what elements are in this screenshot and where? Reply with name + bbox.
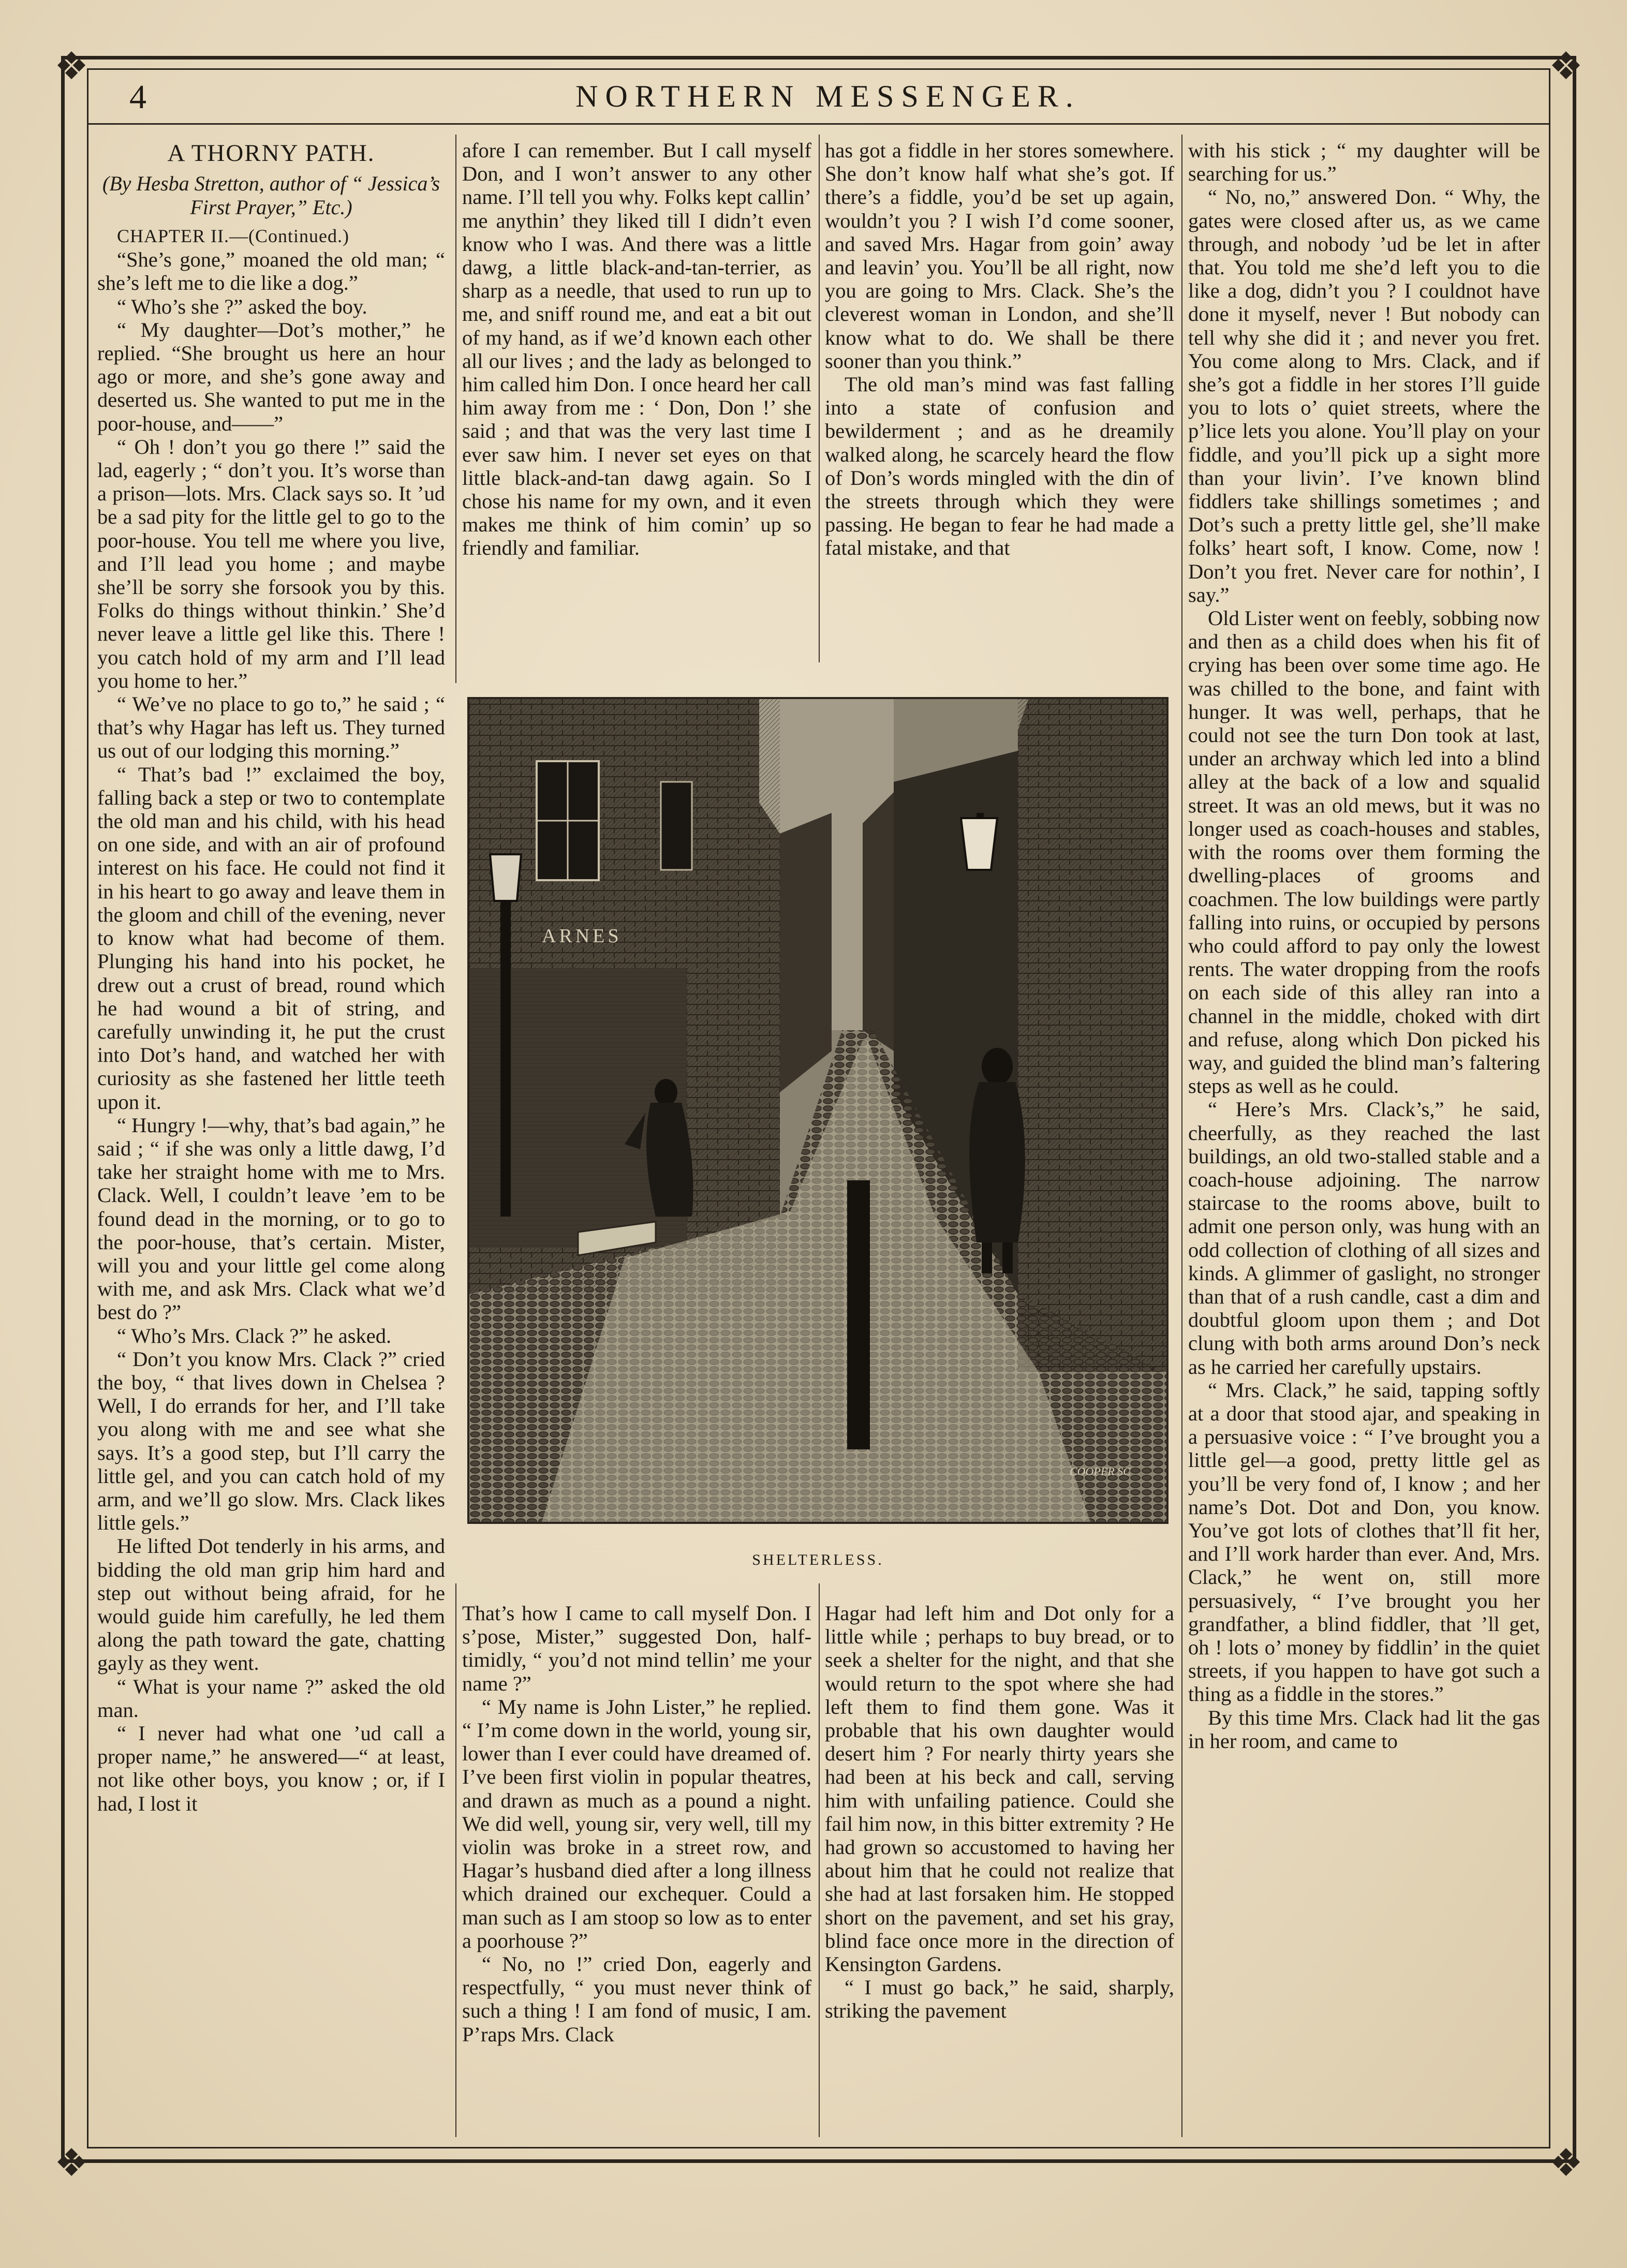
corner-ornament-bottom-left: ❖ <box>54 2141 89 2185</box>
paragraph: That’s how I came to call myself Don. I s’pose, Mister,” suggested Don, half-timidly, “ you’d not mind tellin’ me your name ?” <box>462 1602 811 1695</box>
paragraph: By this time Mrs. Clack had lit the gas in her room, and came to <box>1188 1706 1540 1753</box>
column-rule <box>819 1583 820 2137</box>
paragraph: Hagar had left him and Dot only for a little while ; perhaps to buy bread, or to seek a shelter for the night, and that she would return to the spot where she had left them to find them gone. Was it probable that his own daughter would desert him ? For nearly thirty years she had been at his beck and call, serving him with unfailing patience. Could she fail him now, in this bitter extremity ? He had grown so accustomed to having her about him that he could not realize that she had at last forsaken him. He stopped short on the pavement, and set his gray, blind face once more in the direction of Kensington Gardens. <box>825 1602 1174 1976</box>
engraving <box>469 699 1166 1522</box>
paragraph: “ No, no,” answered Don. “ Why, the gates were closed after us, as we came through, and nobody ’ud be let in after that. You told me she’d left you to die like a dog, didn’t you ? I couldnot have done it myself, never ! But nobody can tell why she did it ; and never you fret. You come along to Mrs. Clack, and if she’s got a fiddle in her stores I’ll guide you to lots o’ quiet streets, where the p’lice lets you alone. You’ll play on your fiddle, and you’ll pick up a sight more than your livin’. I’ve known blind fiddlers take shillings sometimes ; and Dot’s such a pretty little gel, she’ll make folks’ heart soft, I know. Come, now ! Don’t you fret. Never care for nothin’, I say.” <box>1188 185 1540 606</box>
paragraph: “ Who’s Mrs. Clack ?” he asked. <box>117 1324 392 1347</box>
paragraph: “ We’ve no place to go to,” he said ; “ that’s why Hagar has left us. They turned us out of our lodging this morning.” <box>97 692 445 763</box>
masthead: NORTHERN MESSENGER. <box>575 79 1081 113</box>
column-rule <box>819 135 820 662</box>
paragraph: “ What is your name ?” asked the old man. <box>97 1674 445 1722</box>
paragraph: Old Lister went on feebly, sobbing now and then as a child does when his fit of crying has been over some time ago. He was chilled to the bone, and faint with hunger. It was well, perhaps, that he could not see the turn Don took at last, under an archway which led into a blind alley at the back of a low and squalid street. It was an old mews, but it was no longer used as coach-houses and stables, with the rooms over them forming the dwelling-places of grooms and coachmen. The low buildings were partly falling into ruins, or occupied by persons who could afford to pay only the lowest rents. The water dropping from the roofs on each side of this alley ran into a channel in the middle, choked with dirt and refuse, along which Don picked his way, and guided the blind man’s faltering steps as well as he could. <box>1188 606 1540 1098</box>
article-byline: (By Hesba Stretton, author of “ Jessica’s First Prayer,” Etc.) <box>102 172 440 219</box>
column-rule <box>1181 135 1182 2137</box>
column-1 <box>97 139 445 1815</box>
paragraph: “ Who’s she ?” asked the boy. <box>117 294 367 318</box>
paragraph: “ My daughter—Dot’s mother,” he replied. “She brought us here an hour ago or more, and she’s gone away and deserted us. She wanted to put me in the poor-house, and——” <box>97 318 445 435</box>
column-4 <box>1188 139 1540 1753</box>
illustration-caption: SHELTERLESS. <box>752 1551 884 1568</box>
paragraph: He lifted Dot tenderly in his arms, and bidding the old man grip him hard and step out without being afraid, for he would guide him carefully, he led them along the path toward the gate, chatting gayly as they went. <box>97 1534 445 1675</box>
column-3-top <box>825 139 1174 560</box>
paragraph: “ Don’t you know Mrs. Clack ?” cried the boy, “ that lives down in Chelsea ? Well, I do errands for her, and I’ll take you along with me and see what she says. It’s a good step, but I’ll carry the little gel, and you can catch hold of my arm, and we’ll go slow. Mrs. Clack likes little gels.” <box>97 1347 445 1535</box>
paragraph: “ I must go back,” he said, sharply, striking the pavement <box>825 1976 1174 2023</box>
paragraph: “ Oh ! don’t you go there !” said the lad, eagerly ; “ don’t you. It’s worse than a prison—lots. Mrs. Clack says so. It ’ud be a sad pity for the little gel to go to the poor-house. You tell me where you live, and I’ll lead you home ; and maybe she’ll be sorry she forsook you by this. Folks do things without thinkin.’ She’d never leave a little gel like this. There ! you catch hold of my arm and I’ll lead you home to her.” <box>97 435 445 692</box>
column-2-bottom <box>462 1602 811 2046</box>
column-3-bottom <box>825 1602 1174 2023</box>
article-title: A THORNY PATH. <box>167 140 375 167</box>
corner-ornament-bottom-right: ❖ <box>1548 2141 1584 2185</box>
chapter-heading: CHAPTER II.—(Continued.) <box>117 226 349 246</box>
paragraph: “ I never had what one ’ud call a proper name,” he answered—“ at least, not like other boys, you know ; or, if I had, I lost it <box>97 1722 445 1815</box>
column-2-top <box>462 139 811 560</box>
paragraph: “ No, no !” cried Don, eagerly and respectfully, “ you must never think of such a thing ! I am fond of music, I am. P’raps Mrs. Clack <box>462 1952 811 2046</box>
paragraph: “ My name is John Lister,” he replied. “ I’m come down in the world, young sir, lower than I ever could have dreamed of. I’ve been first violin in popular theatres, and drawn as much as a pound a night. We did well, young sir, very well, till my violin was broke in a street row, and Hagar’s husband died after a long illness which drained our exchequer. Could a man such as I am stoop so low as to enter a poorhouse ?” <box>462 1695 811 1952</box>
paragraph: “ Here’s Mrs. Clack’s,” he said, cheerfully, as they reached the last buildings, an old two-stalled stable and a coach-house adjoining. The narrow staircase to the rooms above, built to admit one person only, was hung with an odd collection of clothing of all sizes and kinds. A glimmer of gaslight, no stronger than that of a rush candle, cast a dim and doubtful gloom upon them ; and Dot clung with both arms around Don’s neck as he carried her carefully upstairs. <box>1188 1098 1540 1378</box>
paragraph: afore I can remember. But I call myself Don, and I won’t answer to any other name. I’ll tell you why. Folks kept callin’ me anythin’ they liked till I didn’t even know who I was. And there was a little dawg, a little black-and-tan-terrier, as sharp as a needle, that used to run up to me, and sniff round me, and eat a bit out of my hand, as if we’d known each other all our lives ; and the lady as belonged to him called him Don. I once heard her call him away from me : ‘ Don, Don !’ she said ; and that was the very last time I ever saw him. I never set eyes on that little black-and-tan dawg again. So I chose his name for my own, and it even makes me think of him comin’ up so friendly and familiar. <box>462 139 811 560</box>
column-rule <box>455 135 456 683</box>
column-rule <box>455 1583 456 2137</box>
header-rule <box>87 123 1550 125</box>
paragraph: with his stick ; “ my daughter will be searching for us.” <box>1188 139 1540 186</box>
paragraph: The old man’s mind was fast falling into a state of confusion and bewilderment ; and as he dreamily walked along, he scarcely heard the flow of Don’s words mingled with the din of the streets through which they were passing. He began to fear he had made a fatal mistake, and that <box>825 373 1174 560</box>
corner-ornament-top-right: ❖ <box>1548 44 1584 88</box>
paragraph: “She’s gone,” moaned the old man; “ she’s left me to die like a dog.” <box>97 248 445 295</box>
corner-ornament-top-left: ❖ <box>54 44 89 88</box>
engraver-signature: COOPER SC <box>1070 1465 1131 1478</box>
paragraph: “ Mrs. Clack,” he said, tapping softly at a door that stood ajar, and speaking in a persuasive voice : “ I’ve brought you a little gel—a good, pretty little gel as you’ll be very fond of, I know ; and her name’s Dot. Dot and Don, you know. You’ve got lots of clothes that’ll fit her, and I’ll work harder than ever. And, Mrs. Clack,” he went on, still more persuasively, “ I’ve brought you her grandfather, a blind fiddler, that ’ll get, oh ! lots o’ money by fiddlin’ in the quiet streets, if you happen to have got such a thing as a fiddle in the stores.” <box>1188 1378 1540 1706</box>
paragraph: “ That’s bad !” exclaimed the boy, falling back a step or two to contemplate the old man and his child, with his head on one side, and with an air of profound interest on his face. He could not find it in his heart to go away and leave them in the gloom and chill of the evening, never to know what had become of them. Plunging his hand into his pocket, he drew out a crust of bread, round which he had wound a bit of string, and carefully unwinding it, he put the crust into Dot’s hand, and watched her with curiosity as she fastened her little teeth upon it. <box>97 762 445 1114</box>
sign-text: ARNES <box>542 925 622 947</box>
paragraph: “ Hungry !—why, that’s bad again,” he said ; “ if she was only a little dawg, I’d take her straight home with me to Mrs. Clack. Well, I couldn’t leave ’em to be found dead in the morning, or to go to the poor-house, that’s certain. Mister, will you and your little gel come along with me, and ask Mrs. Clack what we’d best do ?” <box>97 1113 445 1324</box>
page-number: 4 <box>129 78 147 116</box>
illustration-shelterless <box>467 697 1169 1524</box>
paragraph: has got a fiddle in her stores somewhere. She don’t know half what she’s got. If there’s a fiddle, you’d be set up again, wouldn’t you ? I wish I’d come sooner, and saved Mrs. Hagar from goin’ away and leavin’ you. You’ll be all right, now you are going to Mrs. Clack. She’s the cleverest woman in London, and she’ll know what to do. We shall be there sooner than you think.” <box>825 139 1174 373</box>
